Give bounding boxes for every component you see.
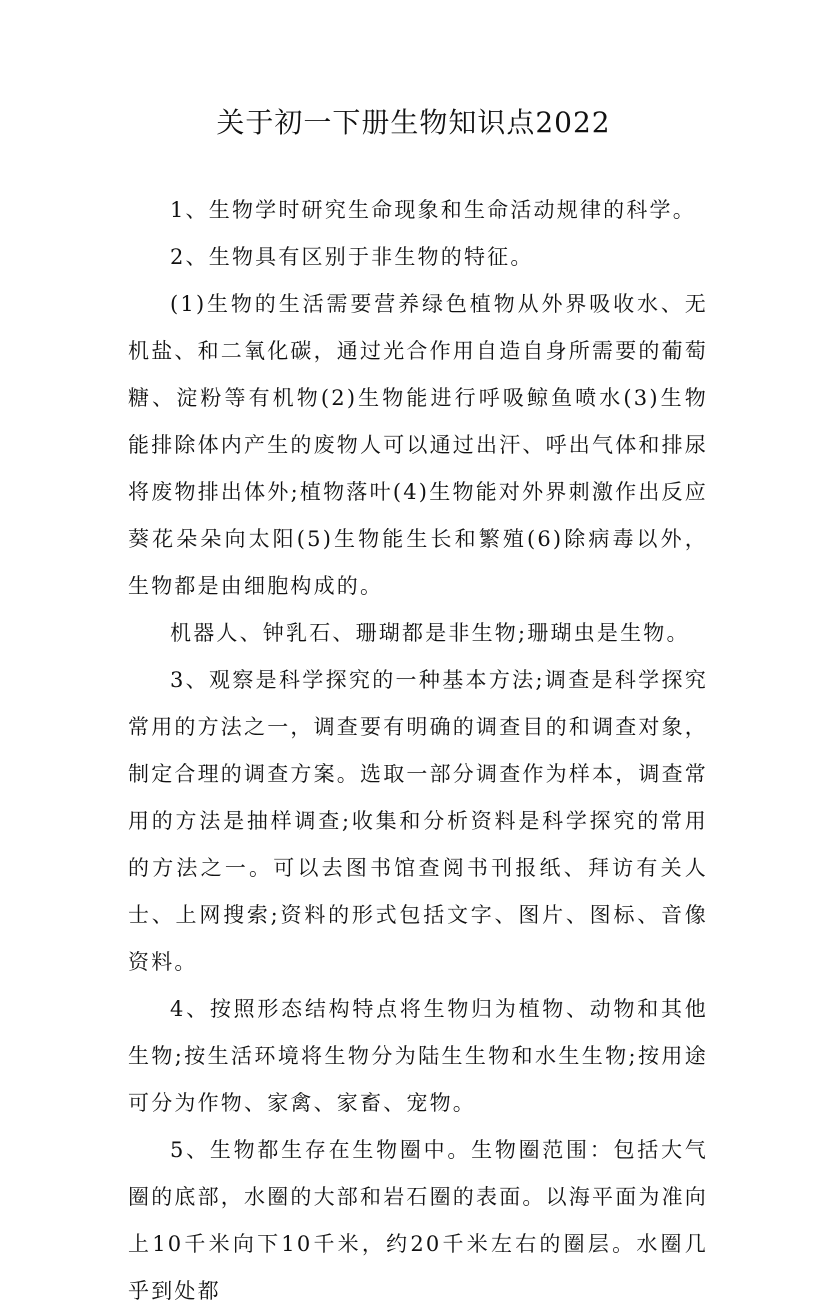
paragraph-4: 机器人、钟乳石、珊瑚都是非生物;珊瑚虫是生物。 (170, 621, 690, 645)
paragraph-2: 2、生物具有区别于非生物的特征。 (170, 245, 534, 269)
paragraph-1: 1、生物学时研究生命现象和生命活动规律的科学。 (170, 198, 696, 222)
paragraph-3: (1)生物的生活需要营养绿色植物从外界吸收水、无机盐、和二氧化碳，通过光合作用自造自身所需要的葡萄糖、淀粉等有机物(2)生物能进行呼吸鲸鱼喷水(3)生物能排除体内产生的废物人可以通过出汗、呼出气体和排尿将废物排出体外;植物落叶(4)生物能对外界刺激作出反应葵花朵朵向太阳(5)生物能生长和繁殖(6)除病毒以外，生物都是由细胞构成的。 (128, 292, 708, 598)
document-body (128, 187, 708, 1315)
paragraph-5: 3、观察是科学探究的一种基本方法;调查是科学探究常用的方法之一，调查要有明确的调查目的和调查对象，制定合理的调查方案。选取一部分调查作为样本，调查常用的方法是抽样调查;收集和分析资料是科学探究的常用的方法之一。可以去图书馆查阅书刊报纸、拜访有关人士、上网搜索;资料的形式包括文字、图片、图标、音像资料。 (128, 668, 708, 974)
document-title: 关于初一下册生物知识点2022 (216, 106, 611, 139)
paragraph-7: 5、生物都生存在生物圈中。生物圈范围：包括大气圈的底部，水圈的大部和岩石圈的表面。以海平面为准向上10千米向下10千米，约20千米左右的圈层。水圈几乎到处都 (128, 1138, 708, 1303)
paragraph-6: 4、按照形态结构特点将生物归为植物、动物和其他生物;按生活环境将生物分为陆生生物和水生生物;按用途可分为作物、家禽、家畜、宠物。 (128, 997, 708, 1115)
